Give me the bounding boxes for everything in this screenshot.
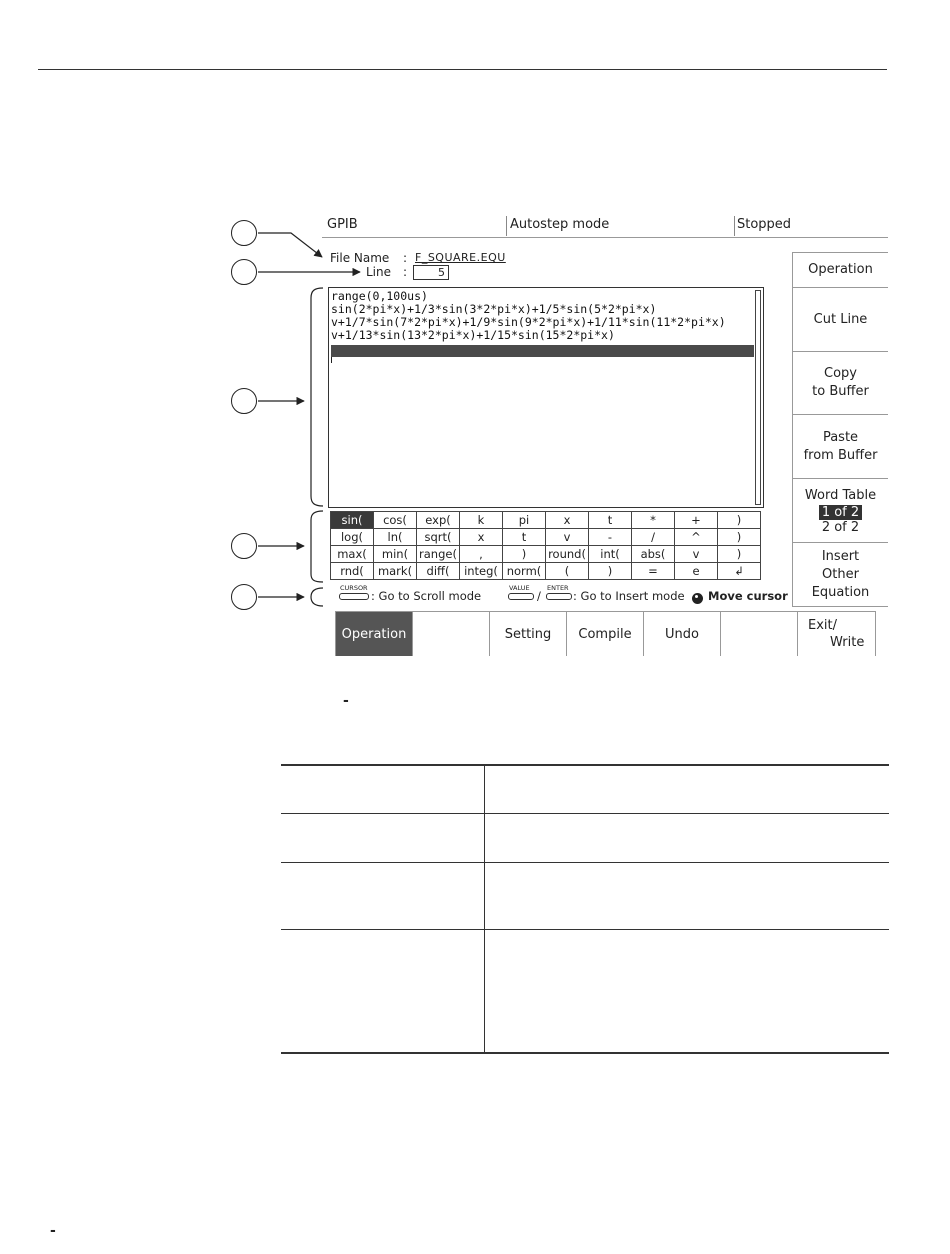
caption-dash: - bbox=[343, 693, 349, 709]
word-table-cell[interactable]: t bbox=[503, 529, 546, 546]
table-row-rule bbox=[281, 929, 889, 930]
word-table-cell[interactable]: e bbox=[675, 563, 718, 580]
scroll-mode-hint: : Go to Scroll mode bbox=[371, 589, 482, 603]
word-table-cell[interactable]: x bbox=[460, 529, 503, 546]
word-table-cell[interactable]: min( bbox=[374, 546, 417, 563]
status-interface: GPIB bbox=[327, 217, 358, 232]
value-key-label: VALUE bbox=[509, 584, 530, 592]
word-table-label: Word Table bbox=[804, 487, 877, 503]
word-table-cell[interactable]: - bbox=[589, 529, 632, 546]
line-number-field[interactable]: 5 bbox=[413, 265, 449, 280]
word-table-cell[interactable]: ) bbox=[503, 546, 546, 563]
table-row-rule bbox=[281, 813, 889, 814]
word-table-cell[interactable]: ↲ bbox=[718, 563, 761, 580]
word-table-cell[interactable]: abs( bbox=[632, 546, 675, 563]
word-table-cell[interactable]: v bbox=[546, 529, 589, 546]
word-table-cell[interactable]: v bbox=[675, 546, 718, 563]
callout-circle-1 bbox=[231, 220, 257, 246]
colon-separator: : bbox=[403, 265, 408, 279]
table-column-rule bbox=[484, 765, 485, 1053]
word-table-cell[interactable]: pi bbox=[503, 512, 546, 529]
insert-label-2: Other bbox=[822, 566, 859, 582]
word-table-cell[interactable]: int( bbox=[589, 546, 632, 563]
word-table-cell[interactable]: ln( bbox=[374, 529, 417, 546]
bottom-setting-label: Setting bbox=[504, 626, 552, 642]
table-row-rule bbox=[281, 862, 889, 863]
move-cursor-hint: Move cursor bbox=[708, 589, 788, 603]
insert-label-1: Insert bbox=[821, 548, 860, 564]
word-table-cell[interactable]: * bbox=[632, 512, 675, 529]
word-table-cell[interactable]: cos( bbox=[374, 512, 417, 529]
word-table-page-2: 2 of 2 bbox=[821, 519, 860, 535]
callout-circle-2 bbox=[231, 259, 257, 285]
word-table-cell[interactable]: sin( bbox=[331, 512, 374, 529]
word-table-cell[interactable]: norm( bbox=[503, 563, 546, 580]
word-table-cell[interactable]: diff( bbox=[417, 563, 460, 580]
word-table-cell[interactable]: exp( bbox=[417, 512, 460, 529]
table-bottom-rule bbox=[281, 1052, 889, 1054]
enter-key-label: ENTER bbox=[547, 584, 569, 592]
word-table-cell[interactable]: round( bbox=[546, 546, 589, 563]
word-table-page-1: 1 of 2 bbox=[819, 505, 862, 520]
paste-label-1: Paste bbox=[822, 429, 859, 445]
bottom-compile-label: Compile bbox=[578, 626, 632, 642]
line-label: Line bbox=[366, 265, 392, 279]
bottom-write-label: Write bbox=[830, 635, 865, 650]
word-table-cell[interactable]: ) bbox=[718, 546, 761, 563]
word-table-cell[interactable]: ( bbox=[546, 563, 589, 580]
copy-label-2: to Buffer bbox=[812, 384, 869, 399]
bottom-exit-label: Exit/ bbox=[808, 618, 837, 633]
word-table-cell[interactable]: x bbox=[546, 512, 589, 529]
word-table-cell[interactable]: log( bbox=[331, 529, 374, 546]
word-table-cell[interactable]: k bbox=[460, 512, 503, 529]
copy-label-1: Copy bbox=[824, 366, 857, 381]
cut-line-label: Cut Line bbox=[813, 311, 868, 327]
word-table-cell[interactable]: + bbox=[675, 512, 718, 529]
word-table-cell[interactable]: integ( bbox=[460, 563, 503, 580]
word-table-cell[interactable]: ) bbox=[718, 529, 761, 546]
bottom-undo-label: Undo bbox=[665, 626, 699, 642]
bottom-operation-label: Operation bbox=[341, 626, 407, 642]
word-table-cell[interactable]: sqrt( bbox=[417, 529, 460, 546]
word-table-cell[interactable]: t bbox=[589, 512, 632, 529]
footer-dash: - bbox=[50, 1223, 56, 1239]
word-table-cell[interactable]: = bbox=[632, 563, 675, 580]
word-table-cell[interactable]: max( bbox=[331, 546, 374, 563]
word-table-cell[interactable]: ) bbox=[589, 563, 632, 580]
side-menu-title-label: Operation bbox=[808, 262, 873, 277]
editor-line: range(0,100us) bbox=[331, 289, 428, 303]
file-name-label: File Name bbox=[330, 251, 390, 265]
insert-label-3: Equation bbox=[811, 584, 870, 600]
callout-circle-4 bbox=[231, 533, 257, 559]
editor-line: sin(2*pi*x)+1/3*sin(3*2*pi*x)+1/5*sin(5*2*pi*x) bbox=[331, 302, 657, 316]
cursor-key-label: CURSOR bbox=[340, 584, 368, 592]
editor-line: v+1/7*sin(7*2*pi*x)+1/9*sin(9*2*pi*x)+1/11*sin(11*2*pi*x) bbox=[331, 315, 726, 329]
status-run-state: Stopped bbox=[737, 217, 792, 232]
table-top-rule bbox=[281, 764, 889, 766]
file-name-value: F_SQUARE.EQU bbox=[415, 251, 506, 264]
paste-label-2: from Buffer bbox=[803, 447, 878, 463]
hint-slash: / bbox=[537, 589, 541, 603]
word-table-cell[interactable]: rnd( bbox=[331, 563, 374, 580]
callout-circle-5 bbox=[231, 584, 257, 610]
word-table-cell[interactable]: / bbox=[632, 529, 675, 546]
callout-circle-3 bbox=[231, 388, 257, 414]
word-table-cell[interactable]: , bbox=[460, 546, 503, 563]
editor-line: v+1/13*sin(13*2*pi*x)+1/15*sin(15*2*pi*x) bbox=[331, 328, 615, 342]
colon-separator: : bbox=[403, 251, 408, 265]
word-table-cell[interactable]: ^ bbox=[675, 529, 718, 546]
word-table-cell[interactable]: ) bbox=[718, 512, 761, 529]
word-table-cell[interactable]: range( bbox=[417, 546, 460, 563]
insert-mode-hint: : Go to Insert mode bbox=[573, 589, 685, 603]
status-mode: Autostep mode bbox=[510, 217, 610, 232]
word-table-cell[interactable]: mark( bbox=[374, 563, 417, 580]
